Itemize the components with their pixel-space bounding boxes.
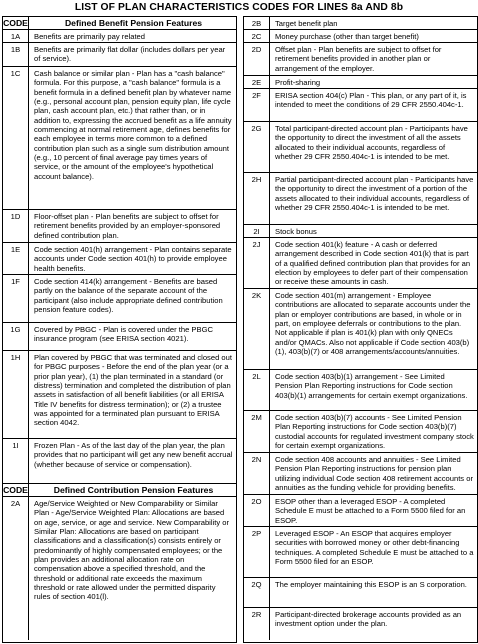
code-cell: 2R <box>244 608 270 640</box>
description-cell: ERISA section 404(c) Plan - This plan, or any part of it, is intended to meet the conditions of 29 CFR 2550.404c-1. <box>275 91 467 110</box>
code-cell: 2H <box>244 173 270 224</box>
description-cell: Code section 401(k) feature - A cash or deferred arrangement described in Code section 401(k) that is part of a qualified defined contribution plan that provides for an election by employees to defer part of their compensation or receive these amounts in cash. <box>275 240 471 287</box>
description-cell: Profit-sharing <box>275 78 321 87</box>
code-row <box>3 30 236 43</box>
code-cell: 2E <box>244 76 270 88</box>
code-cell: 2G <box>244 122 270 172</box>
code-row <box>244 527 477 578</box>
description-cell: Code section 414(k) arrangement - Benefits are based partly on the balance of the separate account of the participant (also include appropriate defined contribution pension feature codes). <box>34 277 223 315</box>
description-cell: Code section 403(b)(1) arrangement - See Limited Pension Plan Reporting instructions for Code section 403(b)(1) arrangements for certain exempt organizations. <box>275 372 468 400</box>
description-cell: Floor-offset plan - Plan benefits are subject to offset for retirement benefits provided by an employer-sponsored defined contribution plan. <box>34 212 221 240</box>
description-cell: Offset plan - Plan benefits are subject to offset for retirement benefits provided in another plan or arrangement of the employer. <box>275 45 442 73</box>
code-cell: 2Q <box>244 578 270 607</box>
code-cell: 2O <box>244 495 270 526</box>
code-row <box>3 275 236 323</box>
left-column <box>2 16 237 643</box>
db-header-row <box>3 17 236 30</box>
code-cell: 1F <box>3 275 29 322</box>
code-cell: 2K <box>244 289 270 369</box>
code-row <box>3 497 236 640</box>
section-header: Defined Benefit Pension Features <box>64 18 203 28</box>
description-cell: Participant-directed brokerage accounts provided as an investment option under the plan. <box>275 610 462 629</box>
code-cell: 2I <box>244 225 270 237</box>
code-row <box>244 289 477 370</box>
code-cell: 2L <box>244 370 270 410</box>
description-cell: Covered by PBGC - Plan is covered under the PBGC insurance program (see ERISA section 4021). <box>34 325 213 344</box>
description-cell: Code section 401(m) arrangement - Employee contributions are allocated to separate accounts under the plan or employer contributions are based, in whole or in part, on employee deferrals or contributions to the plan. Not applicable if plan is 401(k) plan with only QNECs and/or QMACs. Also not applicable if Code section 403(b)(1), 403(b)(7) or 408 arrangements/accounts/annuities. <box>275 291 471 357</box>
description-cell: Target benefit plan <box>275 19 338 28</box>
code-cell: 1I <box>3 439 29 483</box>
code-cell: 2J <box>244 238 270 288</box>
code-cell: 1E <box>3 243 29 274</box>
description-cell: Frozen Plan - As of the last day of the plan year, the plan provides that no participant will get any new benefit accrual (whether because of service or compensation). <box>34 441 233 469</box>
code-cell: 2M <box>244 411 270 452</box>
code-row <box>3 43 236 67</box>
code-cell: 1H <box>3 351 29 438</box>
code-cell: 2B <box>244 17 270 29</box>
code-cell: 2D <box>244 43 270 75</box>
code-row <box>244 43 477 76</box>
description-cell: ESOP other than a leveraged ESOP - A completed Schedule E must be attached to a Form 5500 filed for an ESOP. <box>275 497 466 525</box>
code-cell: 1D <box>3 210 29 242</box>
code-cell: 2C <box>244 30 270 42</box>
code-row <box>3 439 236 484</box>
code-row <box>3 323 236 351</box>
description-cell: Cash balance or similar plan - Plan has a "cash balance" formula. For this purpose, a "cash balance" formula is a benefit formula in a defined benefit plan by whatever name (e.g., personal account plan, pension equity plan, life cycle plan, cash account plan, etc.) that rather than, or in addition to, expressing the accrued benefit as a life annuity commencing at normal retirement age, defines benefits for each employee in terms more common to a defined contribution plan such as a single sum distribution amount (e.g., 10 percent of final average pay times years of service, or the amount of the employee's hypothetical account balance). <box>34 69 232 181</box>
code-cell: 1C <box>3 67 29 209</box>
description-cell: Age/Service Weighted or New Comparability or Similar Plan - Age/Service Weighted Plan: Allocations are based on age, service, or age and service. New Comparability or Similar Plan: Allocations are based on participant classifications and a classification(s) consists entirely or predominantly of highly compensated employees; or the plan provides an additional allocation rate on compensation above a specified threshold, and the threshold or additional rate exceeds the maximum threshold or rate allowed under the permitted disparity rules of section 401(l). <box>34 499 229 602</box>
code-row <box>244 173 477 225</box>
code-cell: 2F <box>244 89 270 121</box>
code-row <box>244 238 477 289</box>
code-row <box>244 122 477 173</box>
code-row <box>244 89 477 122</box>
code-row <box>244 411 477 453</box>
description-cell: Benefits are primarily pay related <box>34 32 146 41</box>
dc-header-row <box>3 484 236 497</box>
description-cell: Plan covered by PBGC that was terminated and closed out for PBGC purposes - Before the end of the plan year (or a prior plan year), (1) the plan terminated in a standard (or distress) termination and completed the distribution of plan assets in satisfaction of all benefit liabilities (or all ERISA Title IV benefits for distress termination); or (2) a trustee was appointed for a terminated plan pursuant to ERISA section 4042. <box>34 353 232 428</box>
description-cell: Leveraged ESOP - An ESOP that acquires employer securities with borrowed money or other debt-financing techniques. A completed Schedule E must be attached to a Form 5500 filed for an ESOP. <box>275 529 474 567</box>
right-column <box>243 16 478 643</box>
code-row <box>244 608 477 640</box>
description-cell: Code section 401(h) arrangement - Plan contains separate accounts under Code section 401(h) to provide employee health benefits. <box>34 245 232 273</box>
description-cell: Stock bonus <box>275 227 317 236</box>
description-cell: Money purchase (other than target benefit) <box>275 32 419 41</box>
code-row <box>244 76 477 89</box>
code-cell: 1G <box>3 323 29 350</box>
code-row <box>244 495 477 527</box>
code-header: CODE <box>3 18 28 28</box>
description-cell: Benefits are primarily flat dollar (includes dollars per year of service). <box>34 45 226 64</box>
code-row <box>3 243 236 275</box>
code-row <box>3 210 236 243</box>
code-cell: 2A <box>3 497 29 640</box>
code-row <box>244 370 477 411</box>
page-title: LIST OF PLAN CHARACTERISTICS CODES FOR LINES 8a AND 8b <box>74 2 404 13</box>
code-cell: 2P <box>244 527 270 577</box>
code-row <box>3 67 236 210</box>
code-row <box>244 30 477 43</box>
code-row <box>244 578 477 608</box>
description-cell: Total participant-directed account plan - Participants have the opportunity to direct the investment of all the assets allocated to their individual accounts, regardless of whether 29 CFR 2550.404c-1 is intended to be met. <box>275 124 468 162</box>
code-row <box>244 225 477 238</box>
code-cell: 2N <box>244 453 270 494</box>
code-header: CODE <box>3 485 28 495</box>
code-cell: 1A <box>3 30 29 42</box>
code-cell: 1B <box>3 43 29 66</box>
code-row <box>244 17 477 30</box>
code-row <box>244 453 477 495</box>
section-header: Defined Contribution Pension Features <box>53 485 214 495</box>
description-cell: Partial participant-directed account plan - Participants have the opportunity to direct the investment of a portion of the assets allocated to their individual accounts, regardless of whether 29 CFR 2550.404c-1 is intended to be met. <box>275 175 474 213</box>
description-cell: Code section 403(b)(7) accounts - See Limited Pension Plan Reporting instructions for Code section 403(b)(7) custodial accounts for regulated investment company stock for certain exempt organizations. <box>275 413 474 451</box>
description-cell: Code section 408 accounts and annuities - See Limited Pension Plan Reporting instructions for pension plan utilizing individual Code section 408 retirement accounts or annuities as the funding vehicle for providing benefits. <box>275 455 473 493</box>
code-row <box>3 351 236 439</box>
description-cell: The employer maintaining this ESOP is an S corporation. <box>275 580 467 589</box>
